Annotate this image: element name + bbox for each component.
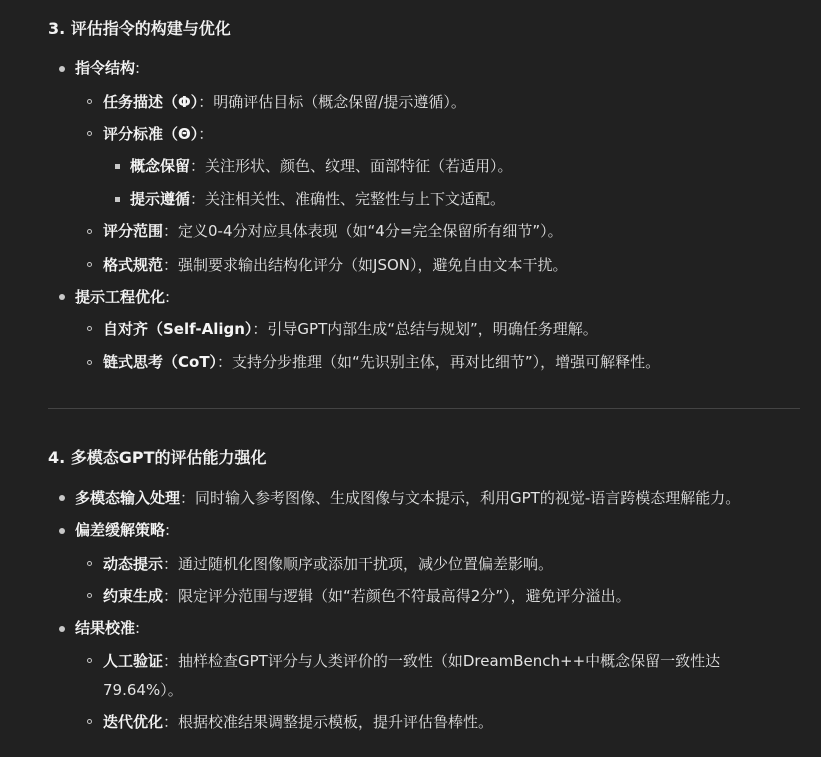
item-label: 多模态输入处理 [75, 489, 181, 507]
disc-bullet [59, 626, 65, 632]
circle-bullet [87, 326, 92, 331]
circle-bullet [87, 561, 92, 566]
item-text: : [135, 619, 141, 637]
list-item [103, 352, 660, 372]
list-item [75, 488, 740, 508]
item-label: 概念保留 [130, 157, 191, 175]
circle-bullet [87, 658, 92, 663]
circle-bullet [87, 593, 92, 598]
item-text: ：关注相关性、准确性、完整性与上下文适配。 [190, 190, 506, 208]
list-item [103, 712, 493, 732]
item-label: 动态提示 [103, 555, 164, 573]
item-label: 偏差缓解策略 [75, 521, 166, 539]
item-text: ：抽样检查GPT评分与人类评价的一致性（如DreamBench++中概念保留一致性达 [163, 652, 721, 670]
item-label: 任务描述（Φ） [103, 93, 199, 111]
item-label: 链式思考（CoT） [103, 353, 218, 371]
list-item [103, 92, 466, 112]
list-item [103, 255, 568, 275]
item-label: 提示遵循 [130, 190, 191, 208]
item-label: 约束生成 [103, 587, 164, 605]
item-label: 格式规范 [103, 256, 164, 274]
circle-bullet [87, 131, 92, 136]
section-heading: 3. 评估指令的构建与优化 [48, 19, 231, 38]
circle-bullet [87, 719, 92, 724]
item-label: 评分范围 [103, 222, 164, 240]
disc-bullet [59, 528, 65, 534]
list-item [130, 156, 513, 176]
circle-bullet [87, 360, 92, 365]
item-text: : [165, 521, 171, 539]
list-item [103, 651, 720, 671]
list-item [103, 586, 631, 606]
item-text: ：引导GPT内部生成“总结与规划”，明确任务理解。 [252, 320, 598, 338]
section-divider [48, 408, 800, 409]
item-text: : [165, 288, 171, 306]
disc-bullet [59, 66, 65, 72]
disc-bullet [59, 495, 65, 501]
circle-bullet [87, 99, 92, 104]
item-text: : [135, 59, 141, 77]
list-item [103, 319, 598, 339]
item-text: ：根据校准结果调整提示模板，提升评估鲁棒性。 [163, 713, 494, 731]
list-item [75, 58, 140, 78]
item-text: ：通过随机化图像顺序或添加干扰项，减少位置偏差影响。 [163, 555, 554, 573]
item-text: ：限定评分范围与逻辑（如“若颜色不符最高得2分”），避免评分溢出。 [163, 587, 631, 605]
item-label: 指令结构 [75, 59, 136, 77]
item-text: ：关注形状、颜色、纹理、面部特征（若适用）。 [190, 157, 513, 175]
item-text: ： [198, 125, 214, 143]
section-heading: 4. 多模态GPT的评估能力强化 [48, 448, 267, 467]
item-text: ：强制要求输出结构化评分（如JSON），避免自由文本干扰。 [163, 256, 568, 274]
list-item [103, 124, 213, 144]
list-item [75, 520, 170, 540]
item-text: ：明确评估目标（概念保留/提示遵循）。 [198, 93, 466, 111]
square-bullet [115, 197, 120, 202]
list-item [103, 221, 563, 241]
list-item [130, 189, 505, 209]
item-label: 提示工程优化 [75, 288, 166, 306]
item-text: 79.64%）。 [103, 681, 183, 699]
list-item [103, 554, 553, 574]
list-item [75, 287, 170, 307]
item-label: 迭代优化 [103, 713, 164, 731]
list-item [75, 618, 140, 638]
square-bullet [115, 164, 120, 169]
item-label: 自对齐（Self-Align） [103, 320, 253, 338]
disc-bullet [59, 294, 65, 300]
list-item-continuation [103, 680, 183, 700]
item-label: 人工验证 [103, 652, 164, 670]
item-text: ：定义0-4分对应具体表现（如“4分=完全保留所有细节”）。 [163, 222, 563, 240]
circle-bullet [87, 229, 92, 234]
item-label: 评分标准（Θ） [103, 125, 199, 143]
item-label: 结果校准 [75, 619, 136, 637]
item-text: ：支持分步推理（如“先识别主体，再对比细节”），增强可解释性。 [217, 353, 661, 371]
item-text: ：同时输入参考图像、生成图像与文本提示，利用GPT的视觉-语言跨模态理解能力。 [180, 489, 741, 507]
circle-bullet [87, 262, 92, 267]
